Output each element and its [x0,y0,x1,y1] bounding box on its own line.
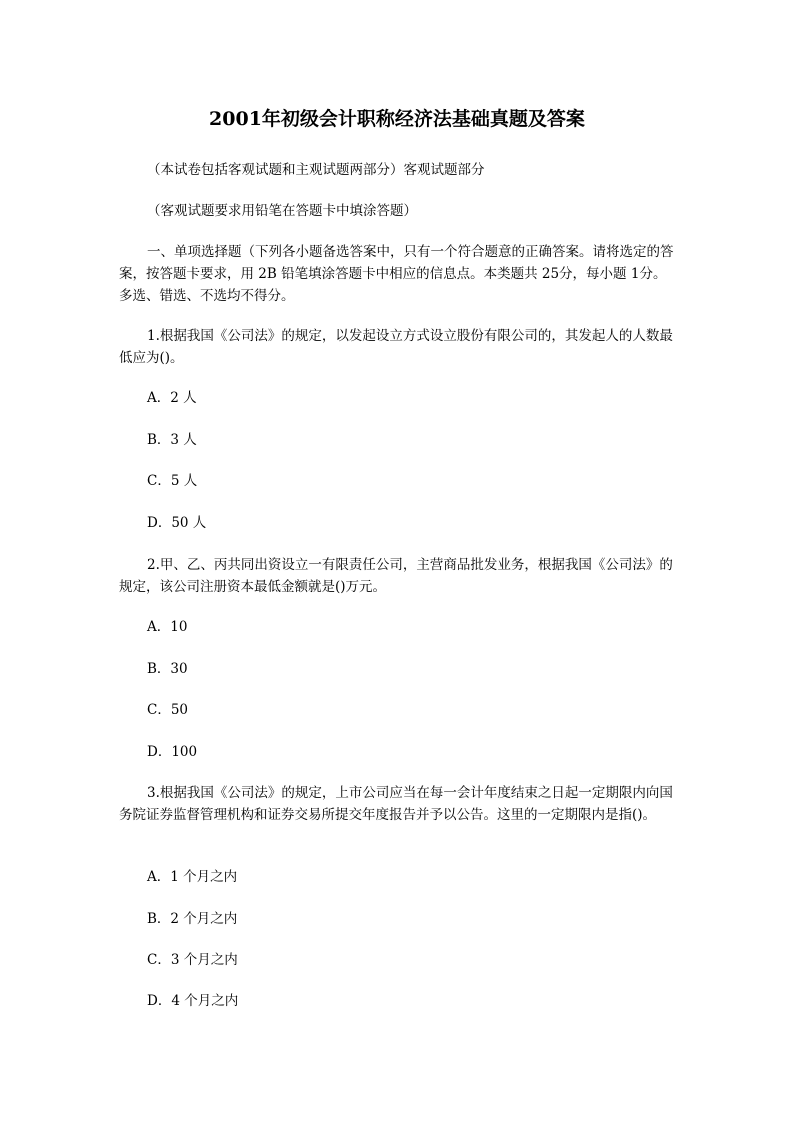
question-1-option-d: D．50 人 [147,515,207,531]
exam-note-1: （本试卷包括客观试题和主观试题两部分）客观试题部分 [147,162,485,178]
question-1-option-a: A．2 人 [147,390,197,406]
section-intro: 一、单项选择题（下列各小题备选答案中，只有一个符合题意的正确答案。请将选定的答案，按答题卡要求，用 2B 铅笔填涂答题卡中相应的信息点。本类题共 25分，每小题 1分。多选、错选、不选均不得分。 [119,244,674,304]
question-3-option-d: D．4 个月之内 [147,993,239,1009]
exam-note-2: （客观试题要求用铅笔在答题卡中填涂答题） [147,203,417,219]
document-title: 2001年初级会计职称经济法基础真题及答案 [209,108,585,130]
question-2-option-b: B．30 [147,661,188,677]
question-1-option-b: B．3 人 [147,432,197,448]
question-2-option-c: C．50 [147,702,189,718]
question-3-option-a: A．1 个月之内 [147,869,238,885]
question-2-option-a: A．10 [147,619,188,635]
question-3-option-c: C．3 个月之内 [147,952,238,968]
question-1-option-c: C．5 人 [147,473,198,489]
question-3-option-b: B．2 个月之内 [147,911,238,927]
question-2-stem: 2.甲、乙、丙共同出资设立一有限责任公司，主营商品批发业务，根据我国《公司法》的规定，该公司注册资本最低金额就是()万元。 [119,557,673,595]
question-1-stem: 1.根据我国《公司法》的规定，以发起设立方式设立股份有限公司的，其发起人的人数最低应为()。 [119,328,673,366]
question-2-option-d: D．100 [147,744,198,760]
question-3-stem: 3.根据我国《公司法》的规定，上市公司应当在每一会计年度结束之日起一定期限内向国务院证券监督管理机构和证券交易所提交年度报告并予以公告。这里的一定期限内是指()。 [119,785,673,823]
